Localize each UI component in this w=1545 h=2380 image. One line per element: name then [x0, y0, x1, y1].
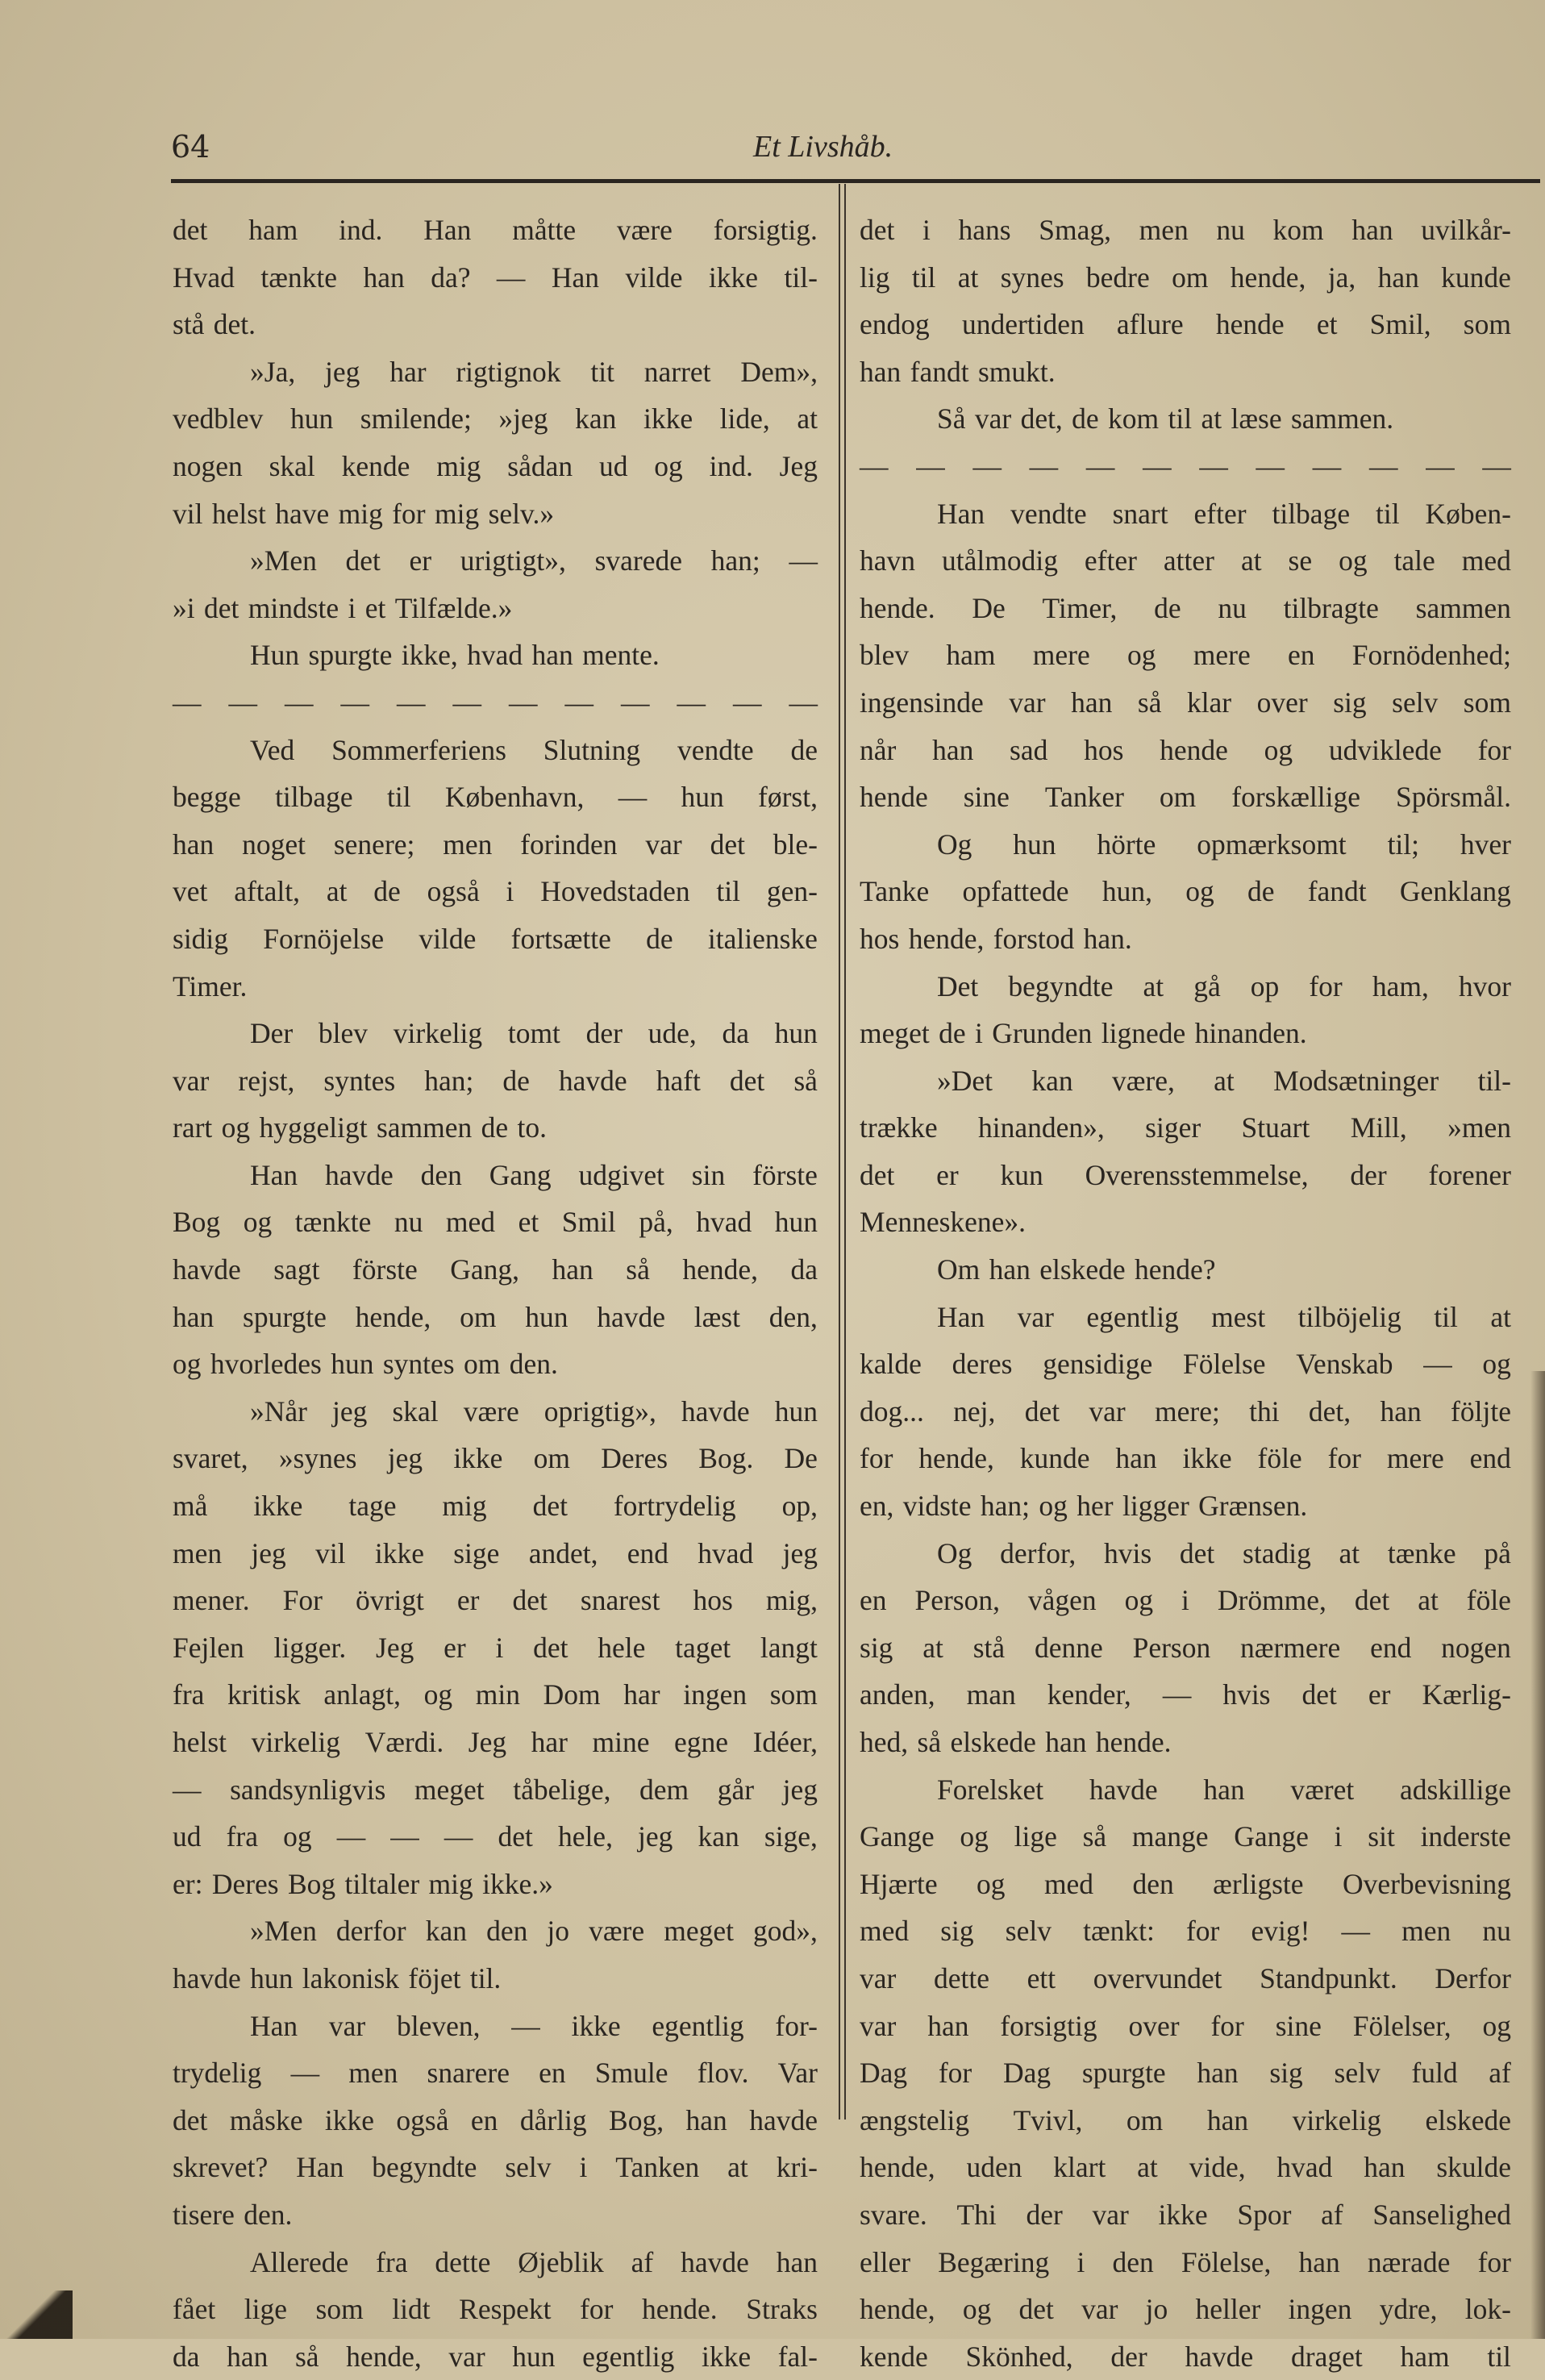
text-line: eller Begæring i den Fölelse, han nærade for [860, 2245, 1511, 2278]
text-line: hende, og det var jo heller ingen ydre, lok- [860, 2293, 1511, 2326]
text-line: svaret, »synes jeg ikke om Deres Bog. De [173, 1442, 818, 1475]
text-line: var han forsigtig over for sine Fölelser, og [860, 2009, 1511, 2042]
text-line: det ham ind. Han måtte være forsigtig. [173, 214, 818, 246]
text-line: trække hinanden», siger Stuart Mill, »men [860, 1111, 1511, 1144]
text-line: havde sagt förste Gang, han så hende, da [173, 1253, 818, 1286]
text-line: — — — — — — — — — — — — [173, 686, 818, 719]
text-line: »Men derfor kan den jo være meget god», [250, 1915, 818, 1948]
text-line: Menneskene». [860, 1206, 1027, 1239]
text-line: Om han elskede hende? [937, 1253, 1216, 1286]
text-line: endog undertiden aflure hende et Smil, som [860, 308, 1511, 341]
text-line: skrevet? Han begyndte selv i Tanken at kri- [173, 2151, 818, 2184]
text-line: Forelsket havde han været adskillige [937, 1773, 1511, 1806]
text-line: vedblev hun smilende; »jeg kan ikke lide, at [173, 402, 818, 436]
text-line: vil helst have mig for mig selv.» [173, 497, 555, 530]
text-line: ængstelig Tvivl, om han virkelig elskede [860, 2103, 1511, 2136]
header-rule [171, 179, 1540, 183]
text-line: havde hun lakonisk föjet til. [173, 1961, 502, 1994]
text-line: Hun spurgte ikke, hvad han mente. [250, 639, 660, 672]
text-line: sig at stå denne Person nærmere end nogen [860, 1631, 1511, 1664]
text-line: »Men det er urigtigt», svarede han; — [250, 544, 818, 577]
corner-shadow [0, 2290, 73, 2339]
page-number: 64 [171, 129, 210, 165]
page-edge-shadow [1530, 1371, 1545, 2339]
text-line: Og hun hörte opmærksomt til; hver [937, 827, 1511, 861]
text-line: han spurgte hende, om hun havde læst den, [173, 1300, 818, 1333]
text-line: ud fra og — — — det hele, jeg kan sige, [173, 1820, 818, 1853]
text-line: han noget senere; men forinden var det ble- [173, 827, 818, 861]
text-line: Allerede fra dette Øjeblik af havde han [250, 2245, 818, 2278]
text-line: hos hende, forstod han. [860, 922, 1132, 955]
text-line: »i det mindste i et Tilfælde.» [173, 591, 513, 624]
text-line: Så var det, de kom til at læse sammen. [937, 402, 1394, 436]
text-line: for hende, kunde han ikke föle for mere end [860, 1442, 1511, 1475]
text-line: Hjærte og med den ærligste Overbevisning [860, 1867, 1511, 1900]
text-line: med sig selv tænkt: for evig! — men nu [860, 1915, 1511, 1948]
text-line: begge tilbage til København, — hun først, [173, 781, 818, 814]
column-divider-rule [839, 184, 840, 2119]
text-line: kalde deres gensidige Fölelse Venskab — og [860, 1348, 1511, 1381]
text-line: og hvorledes hun syntes om den. [173, 1348, 558, 1381]
text-line: han fandt smukt. [860, 355, 1056, 388]
text-line: blev ham mere og mere en Fornödenhed; [860, 639, 1511, 672]
text-line: Ved Sommerferiens Slutning vendte de [250, 733, 818, 766]
text-line: lig til at synes bedre om hende, ja, han kunde [860, 261, 1511, 294]
text-line: Der blev virkelig tomt der ude, da hun [250, 1017, 818, 1050]
text-line: er: Deres Bog tiltaler mig ikke.» [173, 1867, 553, 1900]
text-line: Hvad tænkte han da? — Han vilde ikke til- [173, 261, 818, 294]
text-line: hende sine Tanker om forskællige Spörsmål. [860, 781, 1511, 814]
text-line: svare. Thi der var ikke Spor af Sanselighed [860, 2198, 1511, 2231]
column-divider-rule [844, 184, 846, 2119]
text-line: Fejlen ligger. Jeg er i det hele taget langt [173, 1631, 818, 1664]
text-line: Han var bleven, — ikke egentlig for- [250, 2009, 818, 2042]
text-line: Han havde den Gang udgivet sin förste [250, 1158, 818, 1191]
text-line: fået lige som lidt Respekt for hende. Straks [173, 2293, 818, 2326]
text-line: det måske ikke også en dårlig Bog, han havde [173, 2103, 818, 2136]
text-line: stå det. [173, 308, 256, 341]
text-line: »Det kan være, at Modsætninger til- [937, 1064, 1511, 1097]
text-line: Han vendte snart efter tilbage til Køben- [937, 497, 1511, 530]
text-line: rart og hyggeligt sammen de to. [173, 1111, 547, 1144]
text-line: hende. De Timer, de nu tilbragte sammen [860, 591, 1511, 624]
text-line: Og derfor, hvis det stadig at tænke på [937, 1536, 1511, 1569]
left-text-column [173, 206, 818, 2380]
text-line: tisere den. [173, 2198, 293, 2231]
page-header [171, 129, 1542, 177]
text-line: var rejst, syntes han; de havde haft det så [173, 1064, 818, 1097]
text-line: dog... nej, det var mere; thi det, han följte [860, 1394, 1511, 1428]
text-line: Gange og lige så mange Gange i sit inderste [860, 1820, 1511, 1853]
text-line: vet aftalt, at de også i Hovedstaden til gen- [173, 875, 818, 908]
text-line: ingensinde var han så klar over sig selv som [860, 686, 1511, 719]
text-line: Timer. [173, 969, 248, 1002]
text-line: Dag for Dag spurgte han sig selv fuld af [860, 2057, 1511, 2090]
text-line: når han sad hos hende og udviklede for [860, 733, 1511, 766]
text-line: — sandsynligvis meget tåbelige, dem går jeg [173, 1773, 818, 1806]
text-line: hed, så elskede han hende. [860, 1726, 1172, 1758]
text-line: helst virkelig Værdi. Jeg har mine egne Idéer, [173, 1726, 818, 1758]
text-line: Bog og tænkte nu med et Smil på, hvad hun [173, 1206, 818, 1239]
text-line: kende Skönhed, der havde draget ham til [860, 2340, 1511, 2373]
text-line: en, vidste han; og her ligger Grænsen. [860, 1490, 1308, 1523]
text-line: Tanke opfattede hun, og de fandt Genklang [860, 875, 1511, 908]
text-line: havn utålmodig efter atter at se og tale med [860, 544, 1511, 577]
running-title: Et Livshåb. [753, 130, 893, 164]
text-line: Det begyndte at gå op for ham, hvor [937, 969, 1511, 1002]
text-line: Han var egentlig mest tilböjelig til at [937, 1300, 1511, 1333]
text-line: hende, uden klart at vide, hvad han skulde [860, 2151, 1511, 2184]
text-line: »Ja, jeg har rigtignok tit narret Dem», [250, 355, 818, 388]
text-line: sidig Fornöjelse vilde fortsætte de italienske [173, 922, 818, 955]
text-line: var dette ett overvundet Standpunkt. Derfor [860, 1961, 1511, 1994]
text-line: en Person, vågen og i Drömme, det at föle [860, 1584, 1511, 1617]
text-line: nogen skal kende mig sådan ud og ind. Jeg [173, 449, 818, 482]
text-line: — — — — — — — — — — — — [860, 449, 1511, 482]
text-line: det er kun Overensstemmelse, der forener [860, 1158, 1511, 1191]
text-line: meget de i Grunden lignede hinanden. [860, 1017, 1307, 1050]
text-line: anden, man kender, — hvis det er Kærlig- [860, 1678, 1511, 1711]
text-line: det i hans Smag, men nu kom han uvilkår- [860, 214, 1511, 246]
text-line: men jeg vil ikke sige andet, end hvad jeg [173, 1536, 818, 1569]
text-line: trydelig — men snarere en Smule flov. Var [173, 2057, 818, 2090]
right-text-column [860, 206, 1511, 2380]
text-line: da han så hende, var hun egentlig ikke fal- [173, 2340, 818, 2373]
text-line: fra kritisk anlagt, og min Dom har ingen som [173, 1678, 818, 1711]
text-line: »Når jeg skal være oprigtig», havde hun [250, 1394, 818, 1428]
text-line: mener. For övrigt er det snarest hos mig, [173, 1584, 818, 1617]
text-line: må ikke tage mig det fortrydelig op, [173, 1490, 818, 1523]
